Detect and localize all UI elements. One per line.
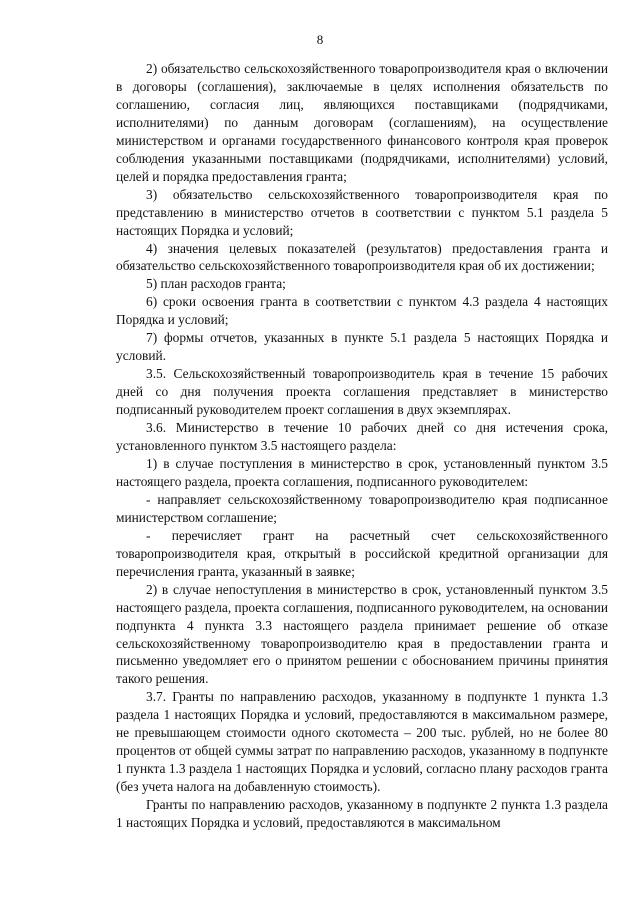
page-number: 8 [316,32,324,47]
paragraph: - перечисляет грант на расчетный счет сельскохозяйственного товаропроизводителя края, открытый в российской кредитной организации для перечисления гранта, указанный в заявке; [116,527,608,579]
paragraph: 2) обязательство сельскохозяйственного товаропроизводителя края о включении в договоры (соглашения), заключаемые в целях исполнения обязательств по соглашению, согласия лиц, являющихся поставщиками (подрядчиками, исполнителями) по данным договорам (соглашениям), на осуществление министерством и органами государственного финансового контроля края проверок соблюдения указанными поставщиками (подрядчиками, исполнителями) условий, целей и порядка предоставления гранта; [116,61,608,184]
paragraph: - направляет сельскохозяйственному товаропроизводителю края подписанное министерством соглашение; [116,491,608,525]
paragraph: 6) сроки освоения гранта в соответствии с пунктом 4.3 раздела 4 настоящих Порядка и условий; [116,294,608,328]
paragraph: 1) в случае поступления в министерство в срок, установленный пунктом 3.5 настоящего раздела, проекта соглашения, подписанного руководителем: [116,455,608,489]
paragraph: Гранты по направлению расходов, указанному в подпункте 2 пункта 1.3 раздела 1 настоящих Порядка и условий, предоставляются в максимальном [116,797,608,831]
paragraph: 3.6. Министерство в течение 10 рабочих дней со дня истечения срока, установленного пунктом 3.5 настоящего раздела: [116,420,608,454]
paragraph: 4) значения целевых показателей (результатов) предоставления гранта и обязательство сельскохозяйственного товаропроизводителя края об их достижении; [116,240,608,274]
paragraph: 2) в случае непоступления в министерство в срок, установленный пунктом 3.5 настоящего раздела, проекта соглашения, подписанного руководителем, на основании подпункта 4 пункта 3.3 настоящего раздела принимает решение об отказе сельскохозяйственному товаропроизводителю края в предоставлении гранта и письменно уведомляет его о принятом решении с обоснованием причины принятия такого решения. [116,581,608,687]
document-body [116,60,608,832]
paragraph: 3.5. Сельскохозяйственный товаропроизводитель края в течение 15 рабочих дней со дня получения проекта соглашения представляет в министерство подписанный руководителем проект соглашения в двух экземплярах. [116,366,608,418]
paragraph: 7) формы отчетов, указанных в пункте 5.1 раздела 5 настоящих Порядка и условий. [116,330,608,364]
paragraph: 3) обязательство сельскохозяйственного товаропроизводителя края по представлению в министерство отчетов в соответствии с пунктом 5.1 раздела 5 настоящих Порядка и условий; [116,186,608,238]
paragraph: 5) план расходов гранта; [146,276,286,292]
paragraph: 3.7. Гранты по направлению расходов, указанному в подпункте 1 пункта 1.3 раздела 1 настоящих Порядка и условий, предоставляются в максимальном размере, не превышающем стоимости одного скотоместа – 200 тыс. рублей, но не более 80 процентов от общей суммы затрат по направлению расходов, указанному в подпункте 1 пункта 1.3 раздела 1 настоящих Порядка и условий, согласно плану расходов гранта (без учета налога на добавленную стоимость). [116,689,608,795]
